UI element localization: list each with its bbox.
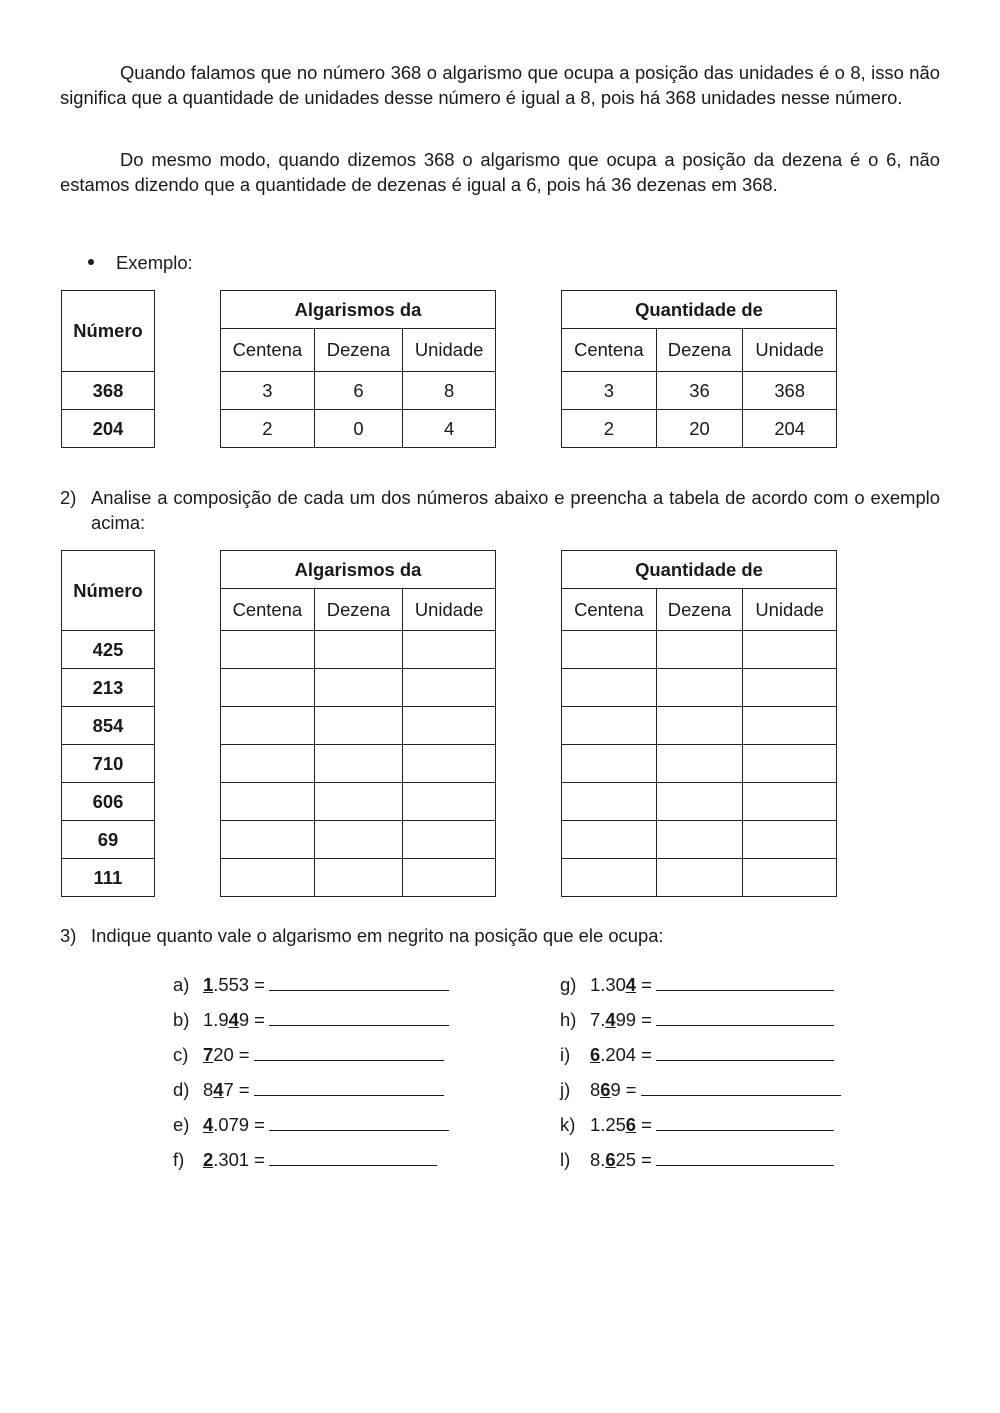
item-post: 7 = <box>223 1079 250 1100</box>
subheader-unidade: Unidade <box>743 589 837 631</box>
item-bold-digit: 6 <box>605 1149 616 1170</box>
answer-cell[interactable] <box>403 669 496 707</box>
q2-number-cell: 69 <box>62 821 155 859</box>
item-post: .553 = <box>213 974 265 995</box>
answer-cell[interactable] <box>314 821 403 859</box>
answer-blank[interactable] <box>656 1113 834 1131</box>
answer-blank[interactable] <box>656 1008 834 1026</box>
answer-cell[interactable] <box>221 669 315 707</box>
item-letter: l) <box>560 1149 571 1170</box>
answer-blank[interactable] <box>269 1008 449 1026</box>
item-post: = <box>636 1114 652 1135</box>
intro-paragraph-1 <box>60 61 940 110</box>
answer-cell[interactable] <box>221 859 315 897</box>
subheader-unidade: Unidade <box>403 589 496 631</box>
intro-paragraph-1-text: Quando falamos que no número 368 o algarismo que ocupa a posição das unidades é o 8, isso não significa que a quantidade de unidades desse número é igual a 8, pois há 368 unidades nesse número. <box>60 62 940 108</box>
answer-blank[interactable] <box>656 1043 834 1061</box>
subheader-unidade: Unidade <box>403 329 496 372</box>
algarismos-header: Algarismos da <box>221 551 496 589</box>
answer-cell[interactable] <box>562 707 657 745</box>
item-pre: 1.30 <box>590 974 626 995</box>
q2-number-cell: 854 <box>62 707 155 745</box>
example-cell: 204 <box>743 410 837 448</box>
q3-item-j <box>560 1078 841 1102</box>
item-bold-digit: 4 <box>203 1114 214 1135</box>
item-bold-digit: 4 <box>625 974 637 995</box>
answer-cell[interactable] <box>562 745 657 783</box>
example-cell: 3 <box>562 372 657 410</box>
bullet-icon <box>88 259 94 265</box>
item-pre: 8. <box>590 1149 606 1170</box>
item-post: = <box>636 974 652 995</box>
example-bullet <box>88 252 193 274</box>
answer-cell[interactable] <box>743 707 837 745</box>
answer-cell[interactable] <box>743 745 837 783</box>
item-pre: 8 <box>590 1079 601 1100</box>
answer-cell[interactable] <box>314 783 403 821</box>
answer-cell[interactable] <box>743 859 837 897</box>
item-pre: 1.9 <box>203 1009 229 1030</box>
answer-cell[interactable] <box>656 669 743 707</box>
answer-blank[interactable] <box>656 973 834 991</box>
q2-number-cell: 425 <box>62 631 155 669</box>
item-bold-digit: 6 <box>600 1079 611 1100</box>
subheader-dezena: Dezena <box>656 589 743 631</box>
intro-paragraph-2-text: Do mesmo modo, quando dizemos 368 o algarismo que ocupa a posição da dezena é o 6, não estamos dizendo que a quantidade de dezenas é igual a 6, pois há 36 dezenas em 368. <box>60 149 940 195</box>
algarismos-header: Algarismos da <box>221 291 496 329</box>
answer-cell[interactable] <box>221 783 315 821</box>
example-cell: 3 <box>221 372 315 410</box>
q2-number-cell: 710 <box>62 745 155 783</box>
q3-item-a <box>173 973 449 997</box>
answer-cell[interactable] <box>562 669 657 707</box>
item-post: .079 = <box>213 1114 265 1135</box>
answer-cell[interactable] <box>314 631 403 669</box>
example-cell: 20 <box>656 410 743 448</box>
answer-cell[interactable] <box>403 745 496 783</box>
example-cell: 2 <box>562 410 657 448</box>
answer-cell[interactable] <box>562 631 657 669</box>
example-number-cell: 368 <box>62 372 155 410</box>
q3-item-g <box>560 973 834 997</box>
item-letter: d) <box>173 1079 190 1100</box>
answer-blank[interactable] <box>254 1043 444 1061</box>
q3-item-k <box>560 1113 834 1137</box>
item-letter: h) <box>560 1009 577 1030</box>
q3-item-h <box>560 1008 834 1032</box>
quantidade-header: Quantidade de <box>562 291 837 329</box>
item-post: 9 = <box>238 1009 265 1030</box>
q2-algarismos-table <box>220 550 496 897</box>
example-cell: 8 <box>403 372 496 410</box>
question2-text: Analise a composição de cada um dos números abaixo e preencha a tabela de acordo com o exemplo acima: <box>91 487 940 533</box>
answer-cell[interactable] <box>403 707 496 745</box>
q3-item-b <box>173 1008 449 1032</box>
q3-item-d <box>173 1078 444 1102</box>
subheader-centena: Centena <box>562 329 657 372</box>
answer-cell[interactable] <box>221 631 315 669</box>
answer-blank[interactable] <box>269 1113 449 1131</box>
item-bold-digit: 4 <box>213 1079 224 1100</box>
answer-cell[interactable] <box>314 745 403 783</box>
item-post: 9 = <box>610 1079 637 1100</box>
item-bold-digit: 6 <box>625 1114 637 1135</box>
answer-blank[interactable] <box>269 973 449 991</box>
example-cell: 4 <box>403 410 496 448</box>
q3-item-i <box>560 1043 834 1067</box>
example-cell: 368 <box>743 372 837 410</box>
intro-paragraph-2 <box>60 148 940 197</box>
item-bold-digit: 7 <box>203 1044 214 1065</box>
item-pre: 1.25 <box>590 1114 626 1135</box>
item-letter: a) <box>173 974 190 995</box>
numero-header: Número <box>62 551 155 631</box>
q2-number-cell: 606 <box>62 783 155 821</box>
answer-blank[interactable] <box>254 1078 444 1096</box>
answer-cell[interactable] <box>743 821 837 859</box>
q2-quantidade-table <box>561 550 837 897</box>
subheader-dezena: Dezena <box>314 589 403 631</box>
example-cell: 6 <box>314 372 403 410</box>
example-quantidade-table <box>561 290 837 448</box>
example-cell: 0 <box>314 410 403 448</box>
answer-cell[interactable] <box>743 669 837 707</box>
example-cell: 2 <box>221 410 315 448</box>
q3-item-l <box>560 1148 834 1172</box>
example-algarismos-table <box>220 290 496 448</box>
answer-cell[interactable] <box>656 631 743 669</box>
answer-cell[interactable] <box>314 859 403 897</box>
subheader-centena: Centena <box>221 589 315 631</box>
answer-cell[interactable] <box>562 783 657 821</box>
item-post: .204 = <box>600 1044 652 1065</box>
quantidade-header: Quantidade de <box>562 551 837 589</box>
q3-item-f <box>173 1148 437 1172</box>
subheader-centena: Centena <box>221 329 315 372</box>
example-label: Exemplo: <box>116 252 193 273</box>
answer-cell[interactable] <box>403 859 496 897</box>
item-bold-digit: 4 <box>605 1009 616 1030</box>
answer-cell[interactable] <box>221 821 315 859</box>
question3-number: 3) <box>60 925 77 946</box>
answer-cell[interactable] <box>403 783 496 821</box>
subheader-centena: Centena <box>562 589 657 631</box>
answer-cell[interactable] <box>656 707 743 745</box>
subheader-dezena: Dezena <box>656 329 743 372</box>
item-post: 99 = <box>615 1009 652 1030</box>
q3-item-c <box>173 1043 444 1067</box>
answer-cell[interactable] <box>656 821 743 859</box>
example-number-cell: 204 <box>62 410 155 448</box>
item-letter: e) <box>173 1114 190 1135</box>
answer-blank[interactable] <box>641 1078 841 1096</box>
item-post: 25 = <box>615 1149 652 1170</box>
item-letter: c) <box>173 1044 189 1065</box>
numero-header: Número <box>62 291 155 372</box>
item-letter: f) <box>173 1149 185 1170</box>
item-letter: g) <box>560 974 577 995</box>
item-bold-digit: 6 <box>590 1044 601 1065</box>
answer-cell[interactable] <box>656 783 743 821</box>
q3-item-e <box>173 1113 449 1137</box>
q2-number-cell: 111 <box>62 859 155 897</box>
item-bold-digit: 2 <box>203 1149 214 1170</box>
answer-blank[interactable] <box>269 1148 437 1166</box>
answer-cell[interactable] <box>314 669 403 707</box>
answer-cell[interactable] <box>656 745 743 783</box>
item-letter: i) <box>560 1044 571 1065</box>
example-numero-table <box>61 290 155 448</box>
question3-text: Indique quanto vale o algarismo em negrito na posição que ele ocupa: <box>91 925 664 946</box>
answer-cell[interactable] <box>221 745 315 783</box>
answer-cell[interactable] <box>403 821 496 859</box>
answer-cell[interactable] <box>743 631 837 669</box>
item-pre: 7. <box>590 1009 606 1030</box>
q2-number-cell: 213 <box>62 669 155 707</box>
answer-cell[interactable] <box>562 859 657 897</box>
answer-blank[interactable] <box>656 1148 834 1166</box>
q2-numero-table <box>61 550 155 897</box>
question2-number: 2) <box>60 487 77 508</box>
item-letter: k) <box>560 1114 576 1135</box>
item-letter: j) <box>560 1079 571 1100</box>
answer-cell[interactable] <box>314 707 403 745</box>
answer-cell[interactable] <box>743 783 837 821</box>
answer-cell[interactable] <box>403 631 496 669</box>
subheader-dezena: Dezena <box>314 329 403 372</box>
answer-cell[interactable] <box>221 707 315 745</box>
subheader-unidade: Unidade <box>743 329 837 372</box>
item-post: .301 = <box>213 1149 265 1170</box>
item-bold-digit: 1 <box>203 974 214 995</box>
answer-cell[interactable] <box>656 859 743 897</box>
item-post: 20 = <box>213 1044 250 1065</box>
answer-cell[interactable] <box>562 821 657 859</box>
item-pre: 8 <box>203 1079 214 1100</box>
example-cell: 36 <box>656 372 743 410</box>
item-letter: b) <box>173 1009 190 1030</box>
item-bold-digit: 4 <box>228 1009 239 1030</box>
